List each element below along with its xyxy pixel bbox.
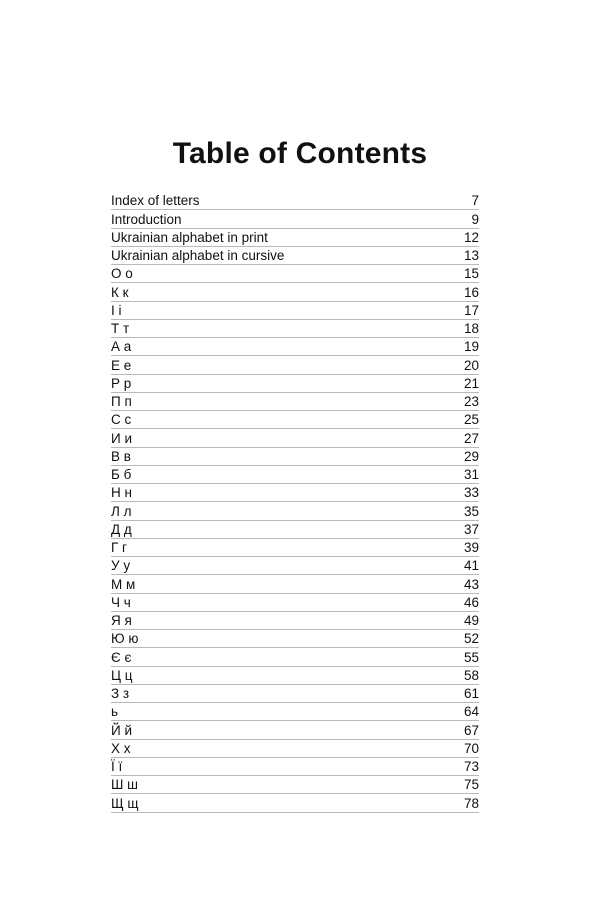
toc-entry-page-number: 31 (463, 467, 479, 482)
toc-entry-page-number: 75 (463, 777, 479, 793)
toc-entry-page-number: 7 (471, 193, 479, 209)
toc-entry (111, 448, 479, 466)
toc-entry-label: Й й (111, 722, 132, 738)
toc-entry (111, 411, 479, 429)
toc-entry-label: Ч ч (111, 594, 131, 610)
toc-entry-label: Я я (111, 613, 132, 628)
toc-entry (111, 776, 479, 794)
toc-entry (111, 794, 479, 812)
toc-entry (111, 302, 479, 320)
toc-entry-label: Л л (111, 503, 132, 519)
toc-entry (111, 283, 479, 301)
toc-entry-page-number: 19 (463, 339, 479, 355)
toc-entry-label: Ukrainian alphabet in cursive (111, 248, 285, 263)
toc-entry-label: Introduction (111, 211, 182, 227)
toc-entry-page-number: 18 (463, 321, 479, 336)
toc-entry (111, 484, 479, 502)
toc-entry-page-number: 16 (463, 284, 479, 300)
toc-entry-page-number: 20 (463, 357, 479, 373)
toc-entry-label: С с (111, 412, 132, 428)
toc-entry-page-number: 39 (463, 540, 479, 555)
page-title: Table of Contents (172, 137, 428, 170)
toc-entry (111, 356, 479, 374)
toc-entry-label: Г г (111, 540, 127, 555)
toc-entry (111, 703, 479, 721)
toc-entry-label: Ukrainian alphabet in print (111, 229, 268, 245)
toc-entry-label: І і (111, 302, 122, 318)
toc-entry-page-number: 33 (463, 485, 479, 501)
toc-entry (111, 429, 479, 447)
toc-entry (111, 210, 479, 228)
toc-entry-label: М м (111, 576, 136, 592)
toc-entry-page-number: 73 (463, 759, 479, 774)
toc-entry-label: Ш ш (111, 777, 138, 793)
toc-entry-label: ь (111, 704, 119, 720)
toc-entry-page-number: 41 (463, 558, 479, 574)
toc-entry (111, 612, 479, 630)
toc-entry-label: О о (111, 266, 133, 282)
toc-entry (111, 375, 479, 393)
toc-entry-page-number: 43 (463, 576, 479, 592)
toc-entry-page-number: 78 (463, 795, 479, 811)
toc-entry-label: Index of letters (111, 193, 200, 209)
toc-entry-page-number: 52 (463, 631, 479, 647)
toc-entry-page-number: 49 (463, 613, 479, 628)
toc-entry-page-number: 37 (463, 521, 479, 537)
toc-entry-page-number: 58 (463, 667, 479, 683)
toc-entry (111, 338, 479, 356)
toc-entry-page-number: 9 (471, 211, 479, 227)
toc-entry (111, 594, 479, 612)
toc-entry (111, 393, 479, 411)
toc-entry-page-number: 13 (463, 248, 479, 263)
toc-entry (111, 247, 479, 265)
toc-entry-label: Д д (111, 521, 132, 537)
toc-entry-label: Ю ю (111, 631, 139, 647)
toc-entry-label: Х х (111, 740, 131, 756)
toc-entry-page-number: 46 (463, 594, 479, 610)
toc-entry (111, 229, 479, 247)
toc-entry (111, 575, 479, 593)
toc-entry (111, 740, 479, 758)
toc-entry-label: Б б (111, 467, 132, 482)
toc-entry (111, 721, 479, 739)
toc-entry-label: У у (111, 558, 131, 574)
toc-entry-page-number: 64 (463, 704, 479, 720)
toc-entry-label: А а (111, 339, 132, 355)
toc-entry (111, 521, 479, 539)
toc-entry-page-number: 25 (463, 412, 479, 428)
toc-entry-label: Р р (111, 375, 132, 391)
toc-entry-page-number: 23 (463, 394, 479, 409)
toc-entry-label: Щ щ (111, 795, 139, 811)
table-of-contents (111, 192, 479, 813)
toc-entry-page-number: 29 (463, 448, 479, 464)
toc-entry-page-number: 17 (463, 302, 479, 318)
toc-entry-label: К к (111, 284, 129, 300)
toc-entry-page-number: 35 (463, 503, 479, 519)
toc-entry (111, 758, 479, 776)
toc-entry-label: Н н (111, 485, 132, 501)
toc-entry-label: З з (111, 686, 130, 701)
toc-entry-page-number: 12 (463, 229, 479, 245)
toc-entry (111, 466, 479, 484)
toc-entry-page-number: 61 (463, 686, 479, 701)
toc-entry-page-number: 21 (463, 375, 479, 391)
toc-entry-label: Ї ї (111, 759, 123, 774)
toc-entry (111, 667, 479, 685)
toc-entry-label: Є є (111, 649, 132, 665)
toc-entry-label: И и (111, 430, 132, 446)
toc-entry-page-number: 15 (463, 266, 479, 282)
toc-entry (111, 685, 479, 703)
toc-entry (111, 557, 479, 575)
toc-entry-label: Е е (111, 357, 132, 373)
toc-entry-page-number: 70 (463, 740, 479, 756)
toc-entry (111, 502, 479, 520)
toc-entry (111, 265, 479, 283)
toc-entry (111, 320, 479, 338)
toc-entry-page-number: 55 (463, 649, 479, 665)
toc-entry-label: Т т (111, 321, 130, 336)
toc-entry-label: П п (111, 394, 132, 409)
toc-entry-page-number: 27 (463, 430, 479, 446)
toc-entry (111, 630, 479, 648)
toc-entry-label: Ц ц (111, 667, 133, 683)
toc-entry-page-number: 67 (463, 722, 479, 738)
toc-entry (111, 648, 479, 666)
toc-entry (111, 539, 479, 557)
toc-entry-label: В в (111, 448, 131, 464)
toc-entry (111, 192, 479, 210)
